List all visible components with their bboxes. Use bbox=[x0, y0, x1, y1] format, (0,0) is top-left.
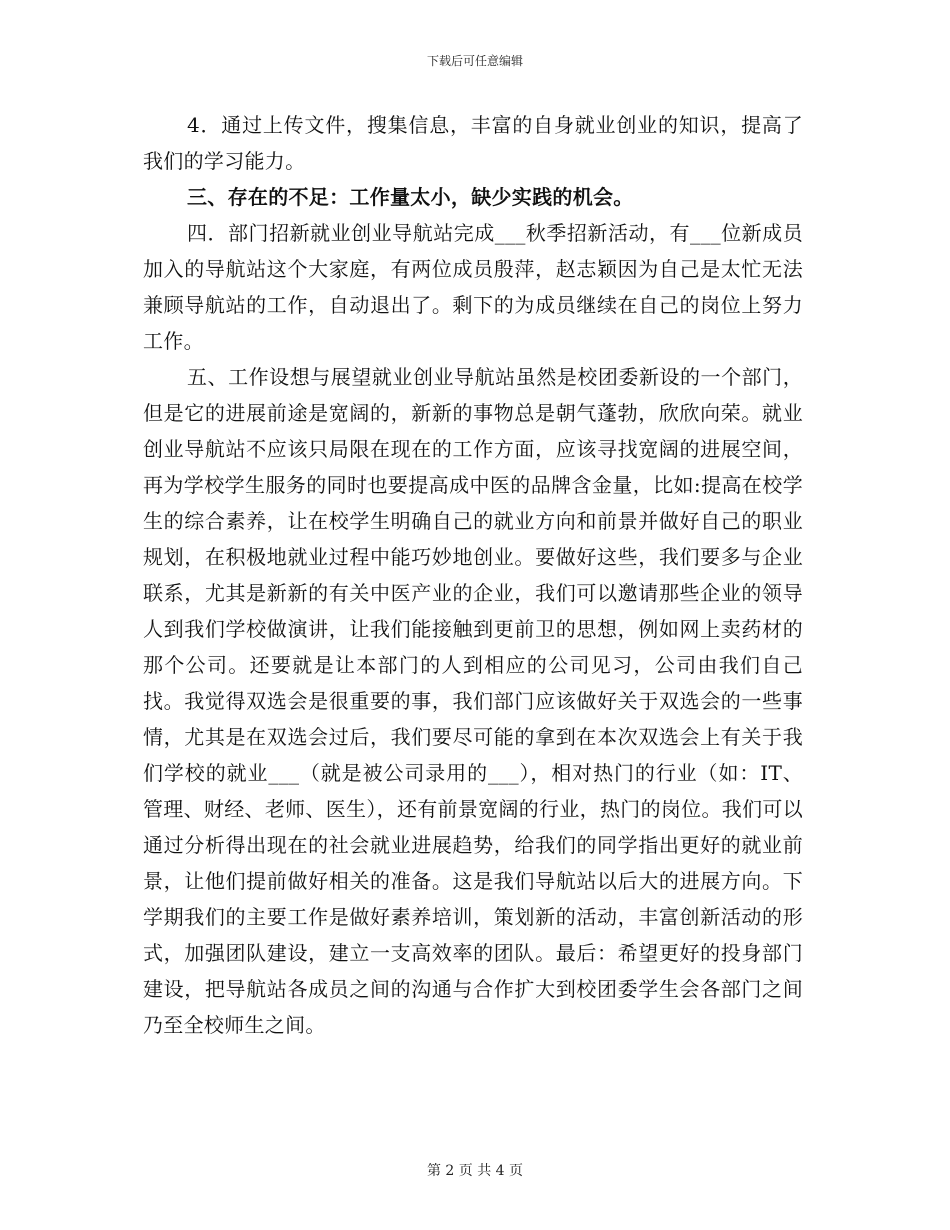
paragraph-recruitment: 四．部门招新就业创业导航站完成___秋季招新活动，有___位新成员加入的导航站这个大家庭，有两位成员殷萍，赵志颖因为自己是太忙无法兼顾导航站的工作，自动退出了。剩下的为成员继续在自己的岗位上努力工作。 bbox=[143, 221, 803, 353]
document-body bbox=[143, 107, 803, 1043]
paragraph-outlook: 五、工作设想与展望就业创业导航站虽然是校团委新设的一个部门，但是它的进展前途是宽阔的，新新的事物总是朝气蓬勃，欣欣向荣。就业创业导航站不应该只局限在现在的工作方面，应该寻找宽阔的进展空间，再为学校学生服务的同时也要提高成中医的品牌含金量，比如:提高在校学生的综合素养，让在校学生明确自己的就业方向和前景并做好自己的职业规划，在积极地就业过程中能巧妙地创业。要做好这些，我们要多与企业联系，尤其是新新的有关中医产业的企业，我们可以邀请那些企业的领导人到我们学校做演讲，让我们能接触到更前卫的思想，例如网上卖药材的那个公司。还要就是让本部门的人到相应的公司见习，公司由我们自己找。我觉得双选会是很重要的事，我们部门应该做好关于双选会的一些事情，尤其是在双选会过后，我们要尽可能的拿到在本次双选会上有关于我们学校的就业___（就是被公司录用的___），相对热门的行业（如：IT、管理、财经、老师、医生），还有前景宽阔的行业，热门的岗位。我们可以通过分析得出现在的社会就业进展趋势，给我们的同学指出更好的就业前景，让他们提前做好相关的准备。这是我们导航站以后大的进展方向。下学期我们的主要工作是做好素养培训，策划新的活动，丰富创新活动的形式，加强团队建设，建立一支高效率的团队。最后：希望更好的投身部门建设，把导航站各成员之间的沟通与合作扩大到校团委学生会各部门之间乃至全校师生之间。 bbox=[143, 365, 803, 1037]
page-number: 第 2 页 共 4 页 bbox=[426, 1163, 524, 1179]
paragraph-learning-ability: 4．通过上传文件，搜集信息，丰富的自身就业创业的知识，提高了我们的学习能力。 bbox=[143, 113, 803, 173]
section-heading-shortcomings: 三、存在的不足：工作量太小，缺少实践的机会。 bbox=[187, 185, 634, 209]
page-header: 下载后可任意编辑 bbox=[426, 54, 523, 68]
